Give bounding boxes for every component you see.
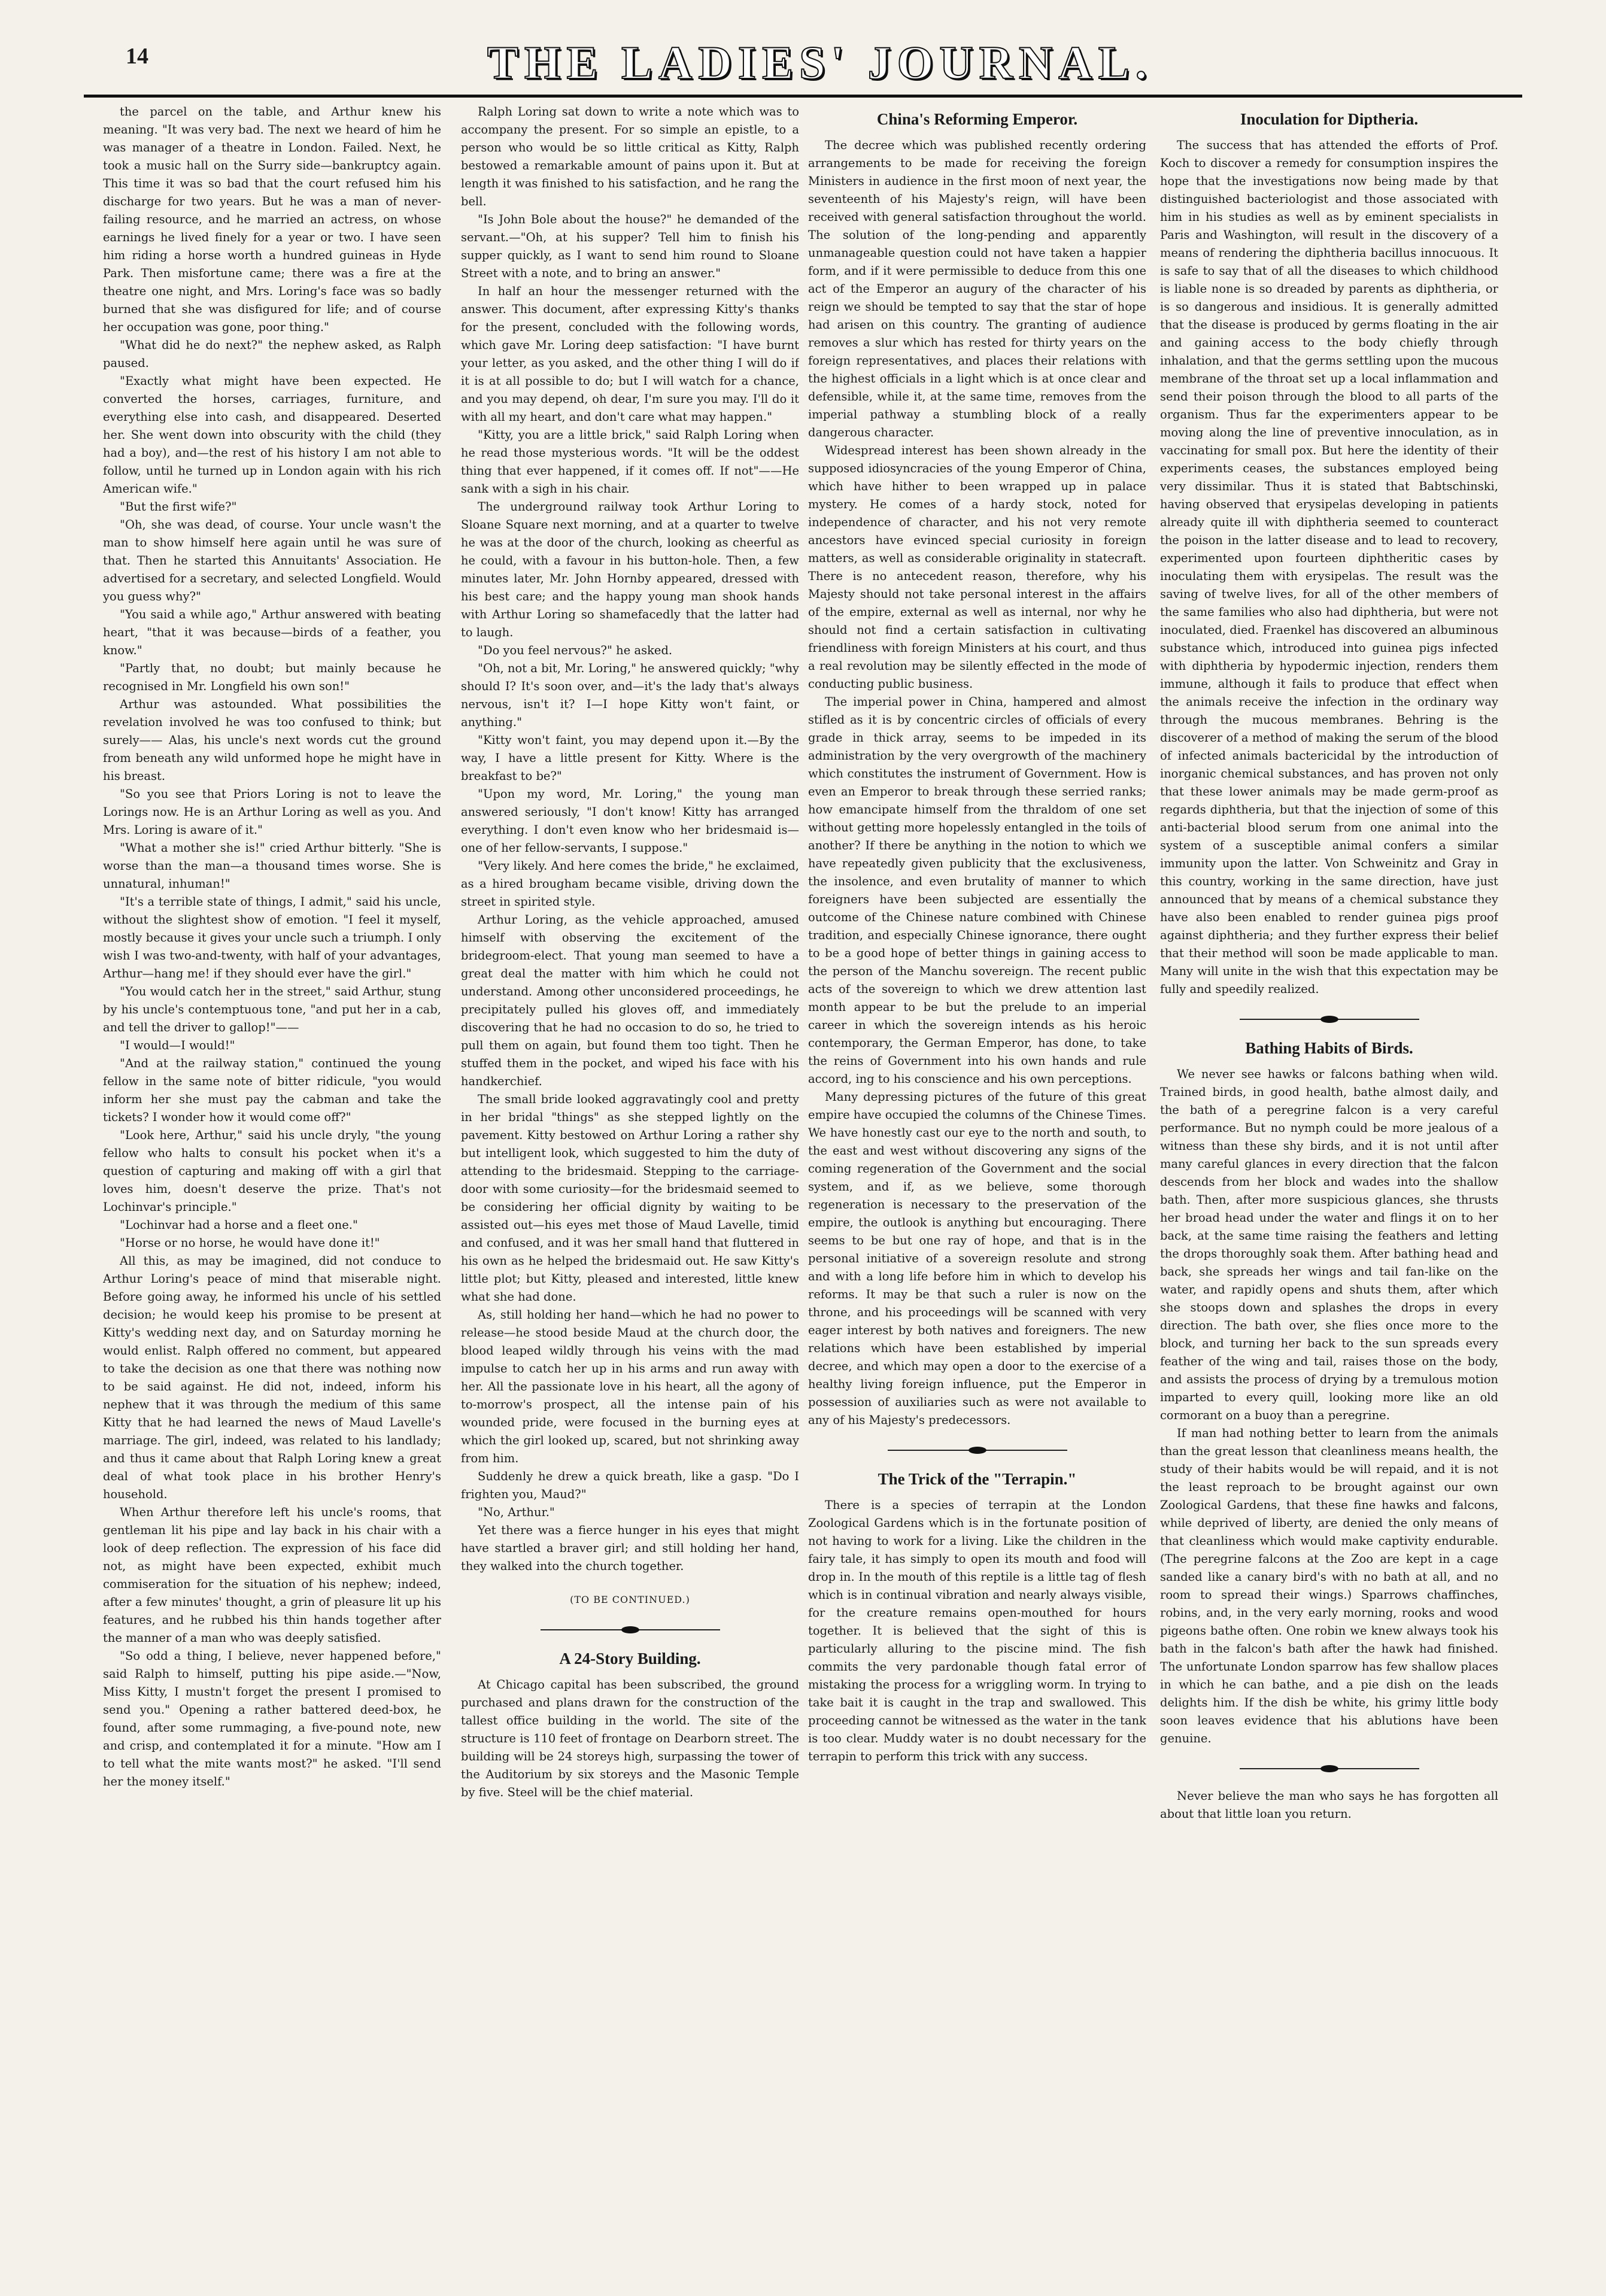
paragraph: "Kitty, you are a little brick," said Ralph Loring when he read those mysterious words. "It will be the oddest thing that ever happened, if it comes off. If not"——He sank with a sigh in his chair.: [461, 428, 799, 496]
paragraph: the parcel on the table, and Arthur knew his meaning. "It was very bad. The next we heard of him he was manager of a theatre in London. Failed. Next, he took a music hall on the Surry side—bankruptcy again. This time it was so bad that the court refused him his discharge for two years. But he was a man of never-failing resource, and he married an actress, on whose earnings he lived finely for a year or two. I have seen him riding a horse worth a hundred guineas in Hyde Park. Then misfortune came; there was a fire at the theatre one night, and Mrs. Loring's face was so badly burned that she was disfigured for life; and of course her occupation was gone, poor thing.": [103, 105, 441, 334]
paragraph: "So you see that Priors Loring is not to leave the Lorings now. He is an Arthur Loring as well as you. And Mrs. Loring is aware of it.": [103, 787, 441, 837]
article-heading-diphtheria: Inoculation for Diptheria.: [1240, 110, 1419, 128]
paragraph: "You said a while ago," Arthur answered with beating heart, "that it was because—birds of a feather, you know.": [103, 608, 441, 657]
paragraph: "So odd a thing, I believe, never happened before," said Ralph to himself, putting his pipe aside.—"Now, Miss Kitty, I mustn't forget the present I promised to send you." Opening a rather battered deed-box, he found, after some rummaging, a five-pound note, new and crisp, and contemplated it for a minute. "How am I to tell what the mite wants most?" he asked. "I'll send her the money itself.": [103, 1649, 441, 1788]
paragraph: There is a species of terrapin at the London Zoological Gardens which is in the fortunate position of not having to work for a living. Like the children in the fairy tale, it has simply to open its mouth and food will drop in. In the mouth of this reptile is a little tag of flesh which is in continual vibration and nearly always visible, for the creature remains open-mouthed for hours together. It is believed that the sight of this is particularly alluring to the piscine mind. The fish commits the very pardonable though fatal error of mistaking the process for a wriggling worm. In trying to take bait it is caught in the trap and swallowed. This proceeding cannot be witnessed as the water in the tank is too clear. Muddy water is no doubt necessary for the terrapin to perform this trick with any success.: [808, 1498, 1146, 1763]
paragraph: We never see hawks or falcons bathing when wild. Trained birds, in good health, bathe almost daily, and the bath of a peregrine falcon is a very careful performance. But no nymph could be more jealous of a witness than these shy birds, and it is not until after many careful glances in every direction that the falcon descends from her block and wades into the shallow bath. Then, after more suspicious glances, she thrusts her broad head under the water and flings it on to her back, at the same time raising the feathers and letting the drops thoroughly soak them. After bathing head and back, she spreads her wings and tail fan-like on the water, and rapidly opens and shuts them, after which she stoops down and splashes the drops in every direction. The bath over, she flies once more to the block, and turning her back to the sun spreads every feather of the wing and tail, raises those on the body, and assists the process of drying by a tremulous motion imparted to every quill, looking more like an old cormorant on a buoy than a peregrine.: [1160, 1067, 1498, 1422]
story-continuation: [103, 103, 441, 1791]
paragraph: "Oh, she was dead, of course. Your uncle wasn't the man to show himself here again until he was sure of that. Then he started this Annuitants' Association. He advertised for a secretary, and selected Longfield. Would you guess why?": [103, 518, 441, 603]
paragraph: Yet there was a fierce hunger in his eyes that might have startled a braver girl; and still holding her hand, they walked into the church together.: [461, 1523, 799, 1573]
paragraph: "Look here, Arthur," said his uncle dryly, "the young fellow who halts to consult his pocket when it's a question of capturing and making off with a girl that loves him, doesn't deserve the prize. That's not Lochinvar's principle.": [103, 1128, 441, 1214]
paragraph: "Exactly what might have been expected. He converted the horses, carriages, furniture, and everything else into cash, and disappeared. Deserted her. She went down into obscurity with the child (they had a boy), and—the rest of his history I am not able to follow, until he turned up in London again with his rich American wife.": [103, 374, 441, 496]
paragraph: "Do you feel nervous?" he asked.: [478, 643, 673, 657]
paragraph: Ralph Loring sat down to write a note which was to accompany the present. For so simple an epistle, to a person who would be so little critical as Kitty, Ralph bestowed a remarkable amount of pains upon it. But at length it was finished to his satisfaction, and he rang the bell.: [461, 105, 799, 208]
paragraph: "I would—I would!": [120, 1038, 235, 1052]
paragraph: "Is John Bole about the house?" he demanded of the servant.—"Oh, at his supper? Tell him to finish his supper quickly, as I want to send him round to Sloane Street with a note, and to bring an answer.": [461, 212, 799, 280]
section-divider: [888, 1445, 1067, 1456]
paragraph: "What did he do next?" the nephew asked, as Ralph paused.: [103, 338, 441, 370]
article-heading-terrapin: The Trick of the "Terrapin.": [878, 1470, 1077, 1488]
paragraph: Suddenly he drew a quick breath, like a gasp. "Do I frighten you, Maud?": [461, 1469, 799, 1501]
paragraph: When Arthur therefore left his uncle's rooms, that gentleman lit his pipe and lay back in his chair with a look of deep reflection. The expression of his face did not, as might have been expected, exhibit much commiseration for the situation of his nephew; indeed, after a few minutes' thought, a grin of pleasure lit up his features, and he rubbed his thin hands together after the manner of a man who was deeply satisfied.: [103, 1505, 441, 1645]
article-diphtheria: [1160, 136, 1498, 998]
paragraph: If man had nothing better to learn from the animals than the great lesson that cleanliness means health, the study of their habits would be will repaid, and it is not the least reproach to be brought against our own Zoological Gardens, that these fine hawks and falcons, while deprived of liberty, are denied the only means of that cleanliness which would make captivity endurable. (The peregrine falcons at the Zoo are kept in a cage sanded like a canary bird's with no bath at all, and no room to spread their wings.) Sparrows chaffinches, robins, and, in the very early morning, rooks and wood pigeons bathe often. One robin we knew always took his bath in the falcon's bath after the hawk had finished. The unfortunate London sparrow has few shallow places in which he can bathe, and a pie dish on the leads delights him. If the dish be white, his grimy little body soon leaves evidence that his ablutions have been genuine.: [1160, 1426, 1498, 1745]
paragraph: "You would catch her in the street," said Arthur, stung by his uncle's contemptuous tone, "and put her in a cab, and tell the driver to gallop!"——: [103, 985, 441, 1034]
page-number: 14: [126, 44, 148, 69]
paragraph: Arthur Loring, as the vehicle approached, amused himself with observing the excitement of the bridegroom-elect. That young man seemed to have a great deal the matter with him which he could not understand. Among other unconsidered proceedings, he precipitately pulled his gloves off, and immediately discovering that he had no occasion to do so, he tried to pull them on again, but found them too tight. Then he stuffed them in the pocket, and wiped his face with his handkerchief.: [461, 913, 799, 1088]
paragraph: The small bride looked aggravatingly cool and pretty in her bridal "things" as she stepped lightly on the pavement. Kitty bestowed on Arthur Loring a rather shy but intelligent look, which suggested to him the duty of attending to the bridesmaid. Stepping to the carriage-door with some curiosity—for the bridesmaid seemed to be considering her official dignity by waiting to be assisted out—his eyes met those of Maud Lavelle, timid and confused, and it was her small hand that fluttered in his own as he helped the bridesmaid out. He saw Kitty's little plot; but Kitty, pleased and interested, little knew what she had done.: [461, 1092, 799, 1304]
masthead-rule: [84, 95, 1522, 98]
paragraph: "Horse or no horse, he would have done it!": [120, 1236, 380, 1250]
paragraph: "And at the railway station," continued the young fellow in the same note of bitter ridicule, "you would inform her she must pay the cabman and take the tickets? I wonder how it would come off?": [103, 1056, 441, 1124]
article-terrapin: [808, 1496, 1146, 1766]
section-divider: [1240, 1763, 1419, 1774]
masthead-title: THE LADIES' JOURNAL.: [487, 37, 1153, 89]
closing-line: Never believe the man who says he has forgotten all about that little loan you return.: [1160, 1789, 1498, 1821]
paragraph: "Partly that, no doubt; but mainly because he recognised in Mr. Longfield his own son!": [103, 661, 441, 693]
paragraph: "Upon my word, Mr. Loring," the young man answered seriously, "I don't know! Kitty has arranged everything. I don't even know who her bridesmaid is—one of her fellow-servants, I suppose.": [461, 787, 799, 855]
paragraph: "But the first wife?": [120, 500, 237, 514]
article-heading-china: China's Reforming Emperor.: [876, 110, 1078, 128]
paragraph: Arthur was astounded. What possibilities the revelation involved he was too confused to think; but surely—— Alas, his uncle's next words cut the ground from beneath any wild unformed hope he might have in his breast.: [103, 697, 441, 783]
paragraph: Many depressing pictures of the future of this great empire have occupied the columns of the Chinese Times. We have honestly cast our eye to the north and south, to the east and west without discovering any signs of the coming regeneration of the Government and the social system, and if, as we believe, some thorough regeneration is necessary to the preservation of the empire, the outlook is anything but encouraging. There seems to be but one ray of hope, and that is in the personal initiative of a sovereign resolute and strong and with a long life before him in which to develop his reforms. It may be that such a ruler is now on the throne, and his proceedings will be scanned with very eager interest by both natives and foreigners. The new relations which have been established by imperial decree, and which may open a door to the exercise of a healthy living foreign influence, put the Emperor in possession of auxiliaries such as were not available to any of his Majesty's predecessors.: [808, 1090, 1146, 1427]
paragraph: At Chicago capital has been subscribed, the ground purchased and plans drawn for the construction of the tallest office building in the world. The site of the structure is 110 feet of frontage on Dearborn street. The building will be 24 storeys high, surpassing the tower of the Auditorium by six storeys and the Masonic Temple by five. Steel will be the chief material.: [461, 1678, 799, 1799]
article-china: [808, 136, 1146, 1429]
article-heading-building: A 24-Story Building.: [559, 1650, 701, 1668]
paragraph: "It's a terrible state of things, I admit," said his uncle, without the slightest show of emotion. "I feel it myself, mostly because it gives your uncle such a triumph. I only wish I was two-and-twenty, with half of your advantages, Arthur—hang me! if they should ever have the girl.": [103, 895, 441, 980]
paragraph: "No, Arthur.": [478, 1505, 555, 1519]
paragraph: The imperial power in China, hampered and almost stifled as it is by concentric circles of officials of every grade in thick array, seems to be impeded in its administration by the very overgrowth of the machinery which constitutes the instrument of Government. How is even an Emperor to break through these serried ranks; how emancipate himself from the thraldom of one set without getting more hopelessly entangled in the toils of another? If there be anything in the notion to which we have repeatedly given publicity that the exclusiveness, the insolence, and even brutality of manner to which foreigners have been subjected are essentially the outcome of the Chinese nature combined with Chinese tradition, and especially Chinese ignorance, there ought to be a good hope of better things in gaining access to the person of the Manchu sovereign. The recent public acts of the sovereign to which we drew attention last month appear to be but the prelude to an imperial career in which the sovereign intends as his heroic contemporary, the German Emperor, has done, to take the reins of Government into his own hands and rule accord, ing to his conscience and his own perceptions.: [808, 695, 1146, 1086]
column-1: [103, 103, 441, 2270]
column-2: [461, 103, 799, 2270]
paragraph: The underground railway took Arthur Loring to Sloane Square next morning, and at a quarter to twelve he was at the door of the church, looking as cheerful as he could, with a favour in his button-hole. Then, a few minutes later, Mr. John Hornby appeared, dressed with his best care; and the happy young man shook hands with Arthur Loring so shamefacedly that the latter had to laugh.: [461, 500, 799, 639]
paragraph: Widespread interest has been shown already in the supposed idiosyncracies of the young Emperor of China, which have hither to been wrapped up in palace mystery. He comes of a hardy stock, noted for independence of character, and his not very remote ancestors have evinced special curiosity in foreign matters, as well as considerable originality in statecraft. There is no antecedent reason, therefore, why his Majesty should not take personal interest in the affairs of the empire, external as well as internal, nor why he should not find a certain satisfaction in cultivating friendliness with foreign Ministers at his court, and thus a real revolution may be silently effected in the mode of conducting public business.: [808, 444, 1146, 691]
section-divider: [1240, 1014, 1419, 1025]
to-be-continued: (TO BE CONTINUED.): [570, 1594, 690, 1605]
paragraph: The decree which was published recently ordering arrangements to be made for receiving the foreign Ministers in audience in the first moon of next year, the seventeenth of his Majesty's reign, will have been received with general satisfaction throughout the world. The solution of the long-pending and apparently unmanageable question could not have taken a happier form, and if it were permissible to deduce from this one act of the Emperor an augury of the character of his reign we should be tempted to say that the star of hope had arisen on this country. The granting of audience removes a slur which has rested for thirty years on the foreign representatives, and places their relations with the highest officials in a light which is at once clear and defensible, while it, at the same time, removes from the imperial pathway a stumbling block of a really dangerous character.: [808, 138, 1146, 439]
column-3: [808, 103, 1146, 2270]
paragraph: "Oh, not a bit, Mr. Loring," he answered quickly; "why should I? It's soon over, and—it's the lady that's always nervous, isn't it? I—I hope Kitty won't faint, or anything.": [461, 661, 799, 729]
paragraph: "What a mother she is!" cried Arthur bitterly. "She is worse than the man—a thousand times worse. She is unnatural, inhuman!": [103, 841, 441, 891]
paragraph: All this, as may be imagined, did not conduce to Arthur Loring's peace of mind that miserable night. Before going away, he informed his uncle of his settled decision; he would keep his promise to be present at Kitty's wedding next day, and on Saturday morning he would enlist. Ralph offered no comment, but appeared to take the decision as one that there was nothing now to be said against. He did not, indeed, inform his nephew that it was through the medium of this same Kitty that he had learned the news of Maud Lavelle's marriage. The girl, indeed, was related to his landlady; and thus it came about that Ralph Loring knew a great deal of what took place in his brother Henry's household.: [103, 1254, 441, 1501]
story-continuation-2: [461, 103, 799, 1575]
article-building: [461, 1676, 799, 1802]
paragraph: As, still holding her hand—which he had no power to release—he stood beside Maud at the church door, the blood leaped wildly through his veins with the mad impulse to catch her up in his arms and run away with her. All the passionate love in his heart, all the agony of to-morrow's prospect, all the intense pain of his wounded pride, were focused in the burning eyes at which the girl looked up, scared, but not shrinking away from him.: [461, 1308, 799, 1465]
paragraph: "Very likely. And here comes the bride," he exclaimed, as a hired brougham became visible, driving down the street in spirited style.: [461, 859, 799, 909]
column-4: [1160, 103, 1498, 2270]
paragraph: In half an hour the messenger returned with the answer. This document, after expressing Kitty's thanks for the present, concluded with the following words, which gave Mr. Loring deep satisfaction: "I have burnt your letter, as you asked, and the other thing I will do if it is at all possible to do; but I will watch for a chance, and you may depend, oh dear, I'm sure you may. I'll do it with all my heart, and don't care what may happen.": [461, 284, 799, 424]
paragraph: "Lochinvar had a horse and a fleet one.": [120, 1218, 358, 1232]
article-birds: [1160, 1065, 1498, 1748]
article-heading-birds: Bathing Habits of Birds.: [1245, 1039, 1413, 1057]
paragraph: The success that has attended the efforts of Prof. Koch to discover a remedy for consumption inspires the hope that the investigations now being made by that distinguished bacteriologist and those associated with him in his studies as well as by eminent specialists in Paris and Washington, will result in the discovery of a means of rendering the diphtheria bacillus innocuous. It is safe to say that of all the diseases to which childhood is liable none is so dreaded by parents as diphtheria, or is so dangerous and insidious. It is generally admitted that the disease is produced by germs floating in the air and gaining access to the body chiefly through inhalation, and that the germs settling upon the mucous membrane of the throat set up a local inflammation and send their poison through the blood to all parts of the organism. Thus far the experimenters appear to be moving along the line of preventive innoculation, as in vaccinating for small pox. But here the identity of their experiments ceases, the substances employed being very dissimilar. Thus it is stated that Babtschinski, having observed that erysipelas developing in patients already quite ill with diphtheria seemed to counteract the poison in the latter disease and to lead to recovery, experimented upon fourteen diphtheritic cases by inoculating them with erysipelas. The result was the saving of twelve lives, for all of the other members of the same families who also had diphtheria, but were not inoculated, died. Fraenkel has discovered an albuminous substance which, introduced into guinea pigs infected with diphtheria by hypodermic injection, renders them immune, although it fails to produce that effect when the animals receive the infection in the ordinary way through the mucous membranes. Behring is the discoverer of a method of making the serum of the blood of infected animals bactericidal by the introduction of inorganic chemical substances, and has proven not only that these lower animals may be made germ-proof as regards diphtheria, but that the injection of some of this anti-bacterial blood serum from one animal into the system of a susceptible animal confers a similar immunity upon the latter. Von Schweinitz and Gray in this country, working in the same direction, have just announced that by means of a chemical substance they have also been enabled to render guinea pigs proof against diphtheria; and they further express their belief that their method will soon be made applicable to man. Many will unite in the wish that this expectation may be fully and speedily realized.: [1160, 138, 1498, 996]
section-divider: [541, 1624, 720, 1635]
paragraph: "Kitty won't faint, you may depend upon it.—By the way, I have a little present for Kitty. Where is the breakfast to be?": [461, 733, 799, 783]
